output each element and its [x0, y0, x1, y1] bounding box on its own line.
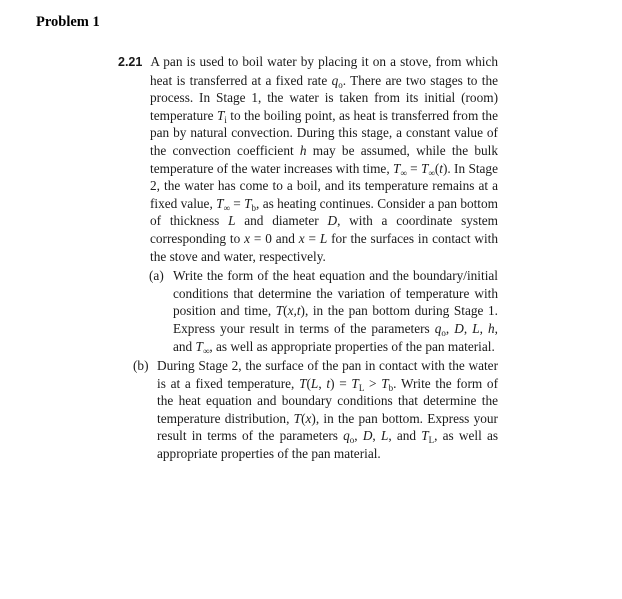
math-var: L: [310, 375, 319, 391]
math-var: x: [244, 230, 251, 246]
math-var: t: [326, 375, 331, 391]
text-run: , as well as appropriate properties of the pan material.: [209, 338, 495, 354]
math-var: x: [305, 410, 312, 426]
text-run: =: [304, 230, 320, 246]
math-var: T: [351, 375, 359, 391]
text-run: to the boiling point, as heat is transferred from the pan by natural convection. During this stage, a constant value of the convection coefficient: [150, 107, 498, 158]
part-b-label: (b): [133, 358, 149, 374]
page-heading: Problem 1: [36, 14, 100, 30]
text-run: Write the form of the heat equation and the boundary/initial conditions that determine the variation of temperature with position and time,: [173, 268, 498, 319]
text-run: (: [434, 160, 440, 176]
math-var: L: [228, 213, 236, 229]
text-run: , as well as appropriate properties of the pan material.: [157, 428, 499, 462]
math-sub: ∞: [223, 202, 230, 213]
text-run: may be assumed, while the bulk temperature of the water increases with time,: [150, 142, 498, 176]
math-var: T: [381, 375, 389, 391]
text-run: ,: [372, 428, 381, 444]
math-sub: ∞: [428, 167, 435, 178]
text-run: ,: [479, 320, 489, 336]
math-sub: o: [441, 327, 446, 338]
math-sub: ∞: [400, 167, 407, 178]
math-sub: b: [251, 202, 257, 213]
math-var: T: [293, 410, 302, 426]
math-var: q: [434, 320, 442, 336]
text-run: ). In Stage 2, the water has come to a boil, and its temperature remains at a fixed value,: [150, 160, 498, 211]
math-var: L: [380, 428, 389, 444]
text-run: ), in the pan bottom during Stage 1. Express your result in terms of the parameters: [173, 303, 499, 336]
text-run: =: [406, 160, 421, 176]
math-sub: o: [349, 435, 355, 446]
text-run: A pan is used to boil water by placing it on a stove, from which heat is transferred at a fixed rate: [150, 54, 498, 88]
part-a: [149, 267, 498, 355]
math-var: T: [216, 107, 225, 123]
math-var: h: [488, 320, 495, 336]
math-var: q: [343, 428, 350, 444]
text-run: , and: [388, 428, 422, 444]
math-var: D: [362, 428, 373, 444]
math-var: L: [472, 320, 480, 336]
math-sub: b: [388, 382, 394, 393]
text-run: ,: [318, 375, 327, 391]
text-run: (: [306, 375, 311, 391]
math-var: T: [275, 303, 284, 319]
math-sub: i: [224, 114, 227, 125]
text-run: (: [283, 303, 288, 319]
text-run: ), in the pan bottom. Express your result in terms of the parameters: [157, 410, 498, 444]
math-sub: L: [358, 382, 365, 393]
problem-number: 2.21: [118, 55, 143, 69]
math-sub: ∞: [202, 345, 210, 356]
math-var: q: [331, 72, 339, 88]
text-run: ,: [445, 320, 455, 336]
math-var: T: [195, 338, 203, 354]
text-run: and diameter: [235, 213, 328, 229]
math-var: T: [420, 160, 429, 176]
text-run: ,: [463, 320, 473, 336]
math-var: T: [392, 160, 401, 176]
math-var: L: [319, 230, 328, 246]
math-var: t: [439, 160, 443, 176]
part-a-label: (a): [149, 268, 164, 284]
math-var: T: [299, 375, 307, 391]
text-run: , as heating continues. Consider a pan bottom of thickness: [150, 195, 498, 229]
math-var: D: [454, 320, 464, 336]
math-sub: o: [338, 79, 343, 90]
math-var: D: [327, 213, 338, 229]
text-run: ) =: [330, 375, 352, 391]
text-run: (: [301, 410, 306, 426]
math-var: T: [244, 195, 252, 211]
math-var: x,t: [287, 303, 301, 319]
text-run: During Stage 2, the surface of the pan in contact with the water is at a fixed temperature,: [157, 358, 498, 391]
text-run: =: [229, 195, 245, 211]
math-var: x: [298, 230, 305, 246]
text-run: , with a coordinate system corresponding to: [150, 213, 499, 246]
math-var: T: [421, 428, 429, 444]
math-var: h: [299, 142, 307, 158]
math-var: T: [216, 195, 224, 211]
text-run: . Write the form of the heat equation and boundary conditions that determine the temperature distribution,: [157, 375, 499, 426]
math-sub: L: [428, 435, 435, 446]
problem-block: [118, 53, 498, 463]
text-run: = 0 and: [250, 230, 299, 246]
problem-statement: [118, 53, 498, 265]
text-run: ,: [354, 428, 363, 444]
text-run: , and: [173, 320, 498, 354]
text-run: for the surfaces in contact with the stove and water, respectively.: [150, 230, 498, 264]
text-run: >: [364, 375, 382, 391]
text-run: . There are two stages to the process. In Stage 1, the water is taken from its initial (room) temperature: [150, 72, 498, 123]
part-b: [133, 357, 498, 463]
